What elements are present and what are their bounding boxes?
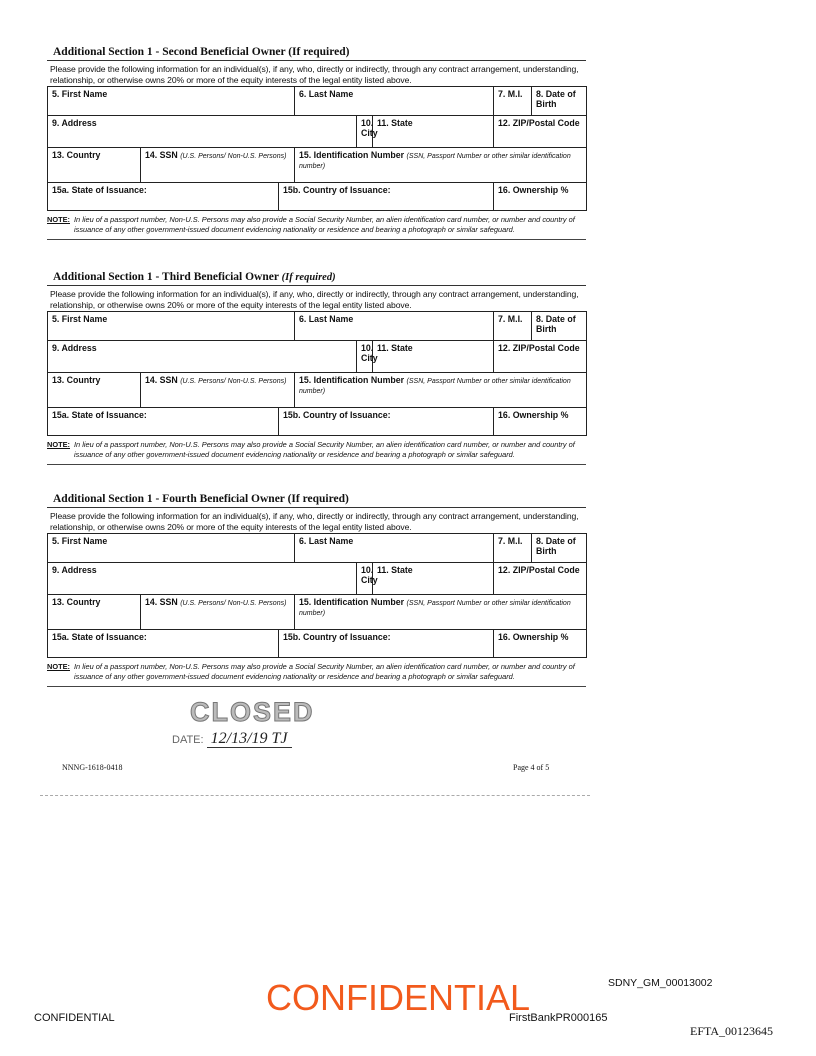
field-label: 13. Country bbox=[52, 375, 101, 385]
field-state-of-issuance[interactable] bbox=[48, 408, 279, 436]
field-label: 5. First Name bbox=[52, 536, 108, 546]
field-city[interactable] bbox=[357, 116, 378, 148]
field-label: 15a. State of Issuance: bbox=[52, 632, 147, 642]
field-label: 11. State bbox=[377, 343, 413, 353]
field-note: (SSN, Passport Number or other similar identification number) bbox=[299, 600, 571, 617]
field-ownership[interactable] bbox=[494, 183, 587, 211]
field-label: 14. SSN bbox=[145, 375, 178, 385]
field-zip[interactable] bbox=[494, 116, 587, 148]
beneficial-owner-section bbox=[47, 271, 586, 465]
field-ownership[interactable] bbox=[494, 408, 587, 436]
section-title: Additional Section 1 - Third Beneficial Owner (If required) bbox=[47, 271, 586, 286]
field-label: 5. First Name bbox=[52, 89, 108, 99]
field-address[interactable] bbox=[48, 116, 357, 148]
field-country-of-issuance[interactable] bbox=[279, 630, 494, 658]
field-label: 15b. Country of Issuance: bbox=[283, 410, 391, 420]
field-label: 16. Ownership % bbox=[498, 410, 569, 420]
field-country-of-issuance[interactable] bbox=[279, 183, 494, 211]
field-label: 11. State bbox=[377, 565, 413, 575]
field-label: 5. First Name bbox=[52, 314, 108, 324]
closed-stamp bbox=[172, 697, 315, 748]
field-note: (U.S. Persons/ Non-U.S. Persons) bbox=[180, 153, 287, 160]
field-ssn[interactable] bbox=[141, 595, 295, 630]
field-country[interactable] bbox=[48, 148, 141, 183]
field-label: 7. M.I. bbox=[498, 314, 523, 324]
field-label: 15a. State of Issuance: bbox=[52, 185, 147, 195]
field-state[interactable] bbox=[373, 341, 494, 373]
field-label: 9. Address bbox=[52, 118, 97, 128]
field-label: 10. City bbox=[361, 565, 378, 585]
form-id: NNNG-1618-0418 bbox=[62, 763, 123, 772]
section-intro: Please provide the following information for an individual(s), if any, who, directly or indirectly, through any contract arrangement, understanding, relationship, or otherwise owns 20% or more of the equity interests of the legal entity listed above. bbox=[50, 64, 579, 85]
field-country[interactable] bbox=[48, 595, 141, 630]
field-last-name[interactable] bbox=[295, 87, 494, 116]
field-label: 15. Identification Number bbox=[299, 375, 405, 385]
section-intro: Please provide the following information for an individual(s), if any, who, directly or indirectly, through any contract arrangement, understanding, relationship, or otherwise owns 20% or more of the equity interests of the legal entity listed above. bbox=[50, 511, 579, 532]
field-last-name[interactable] bbox=[295, 312, 494, 341]
field-note: (U.S. Persons/ Non-U.S. Persons) bbox=[180, 600, 287, 607]
field-label: 16. Ownership % bbox=[498, 632, 569, 642]
section-title: Additional Section 1 - Fourth Beneficial Owner (If required) bbox=[47, 493, 586, 508]
field-label: 6. Last Name bbox=[299, 536, 354, 546]
field-label: 13. Country bbox=[52, 597, 101, 607]
field-note: (SSN, Passport Number or other similar identification number) bbox=[299, 153, 571, 170]
field-address[interactable] bbox=[48, 341, 357, 373]
field-city[interactable] bbox=[357, 563, 378, 595]
field-label: 8. Date of Birth bbox=[536, 89, 576, 109]
field-label: 16. Ownership % bbox=[498, 185, 569, 195]
beneficial-owner-section bbox=[47, 46, 586, 240]
field-mi[interactable] bbox=[494, 534, 532, 563]
field-ssn[interactable] bbox=[141, 373, 295, 408]
divider bbox=[47, 464, 586, 465]
field-first-name[interactable] bbox=[48, 312, 295, 341]
field-id-number[interactable] bbox=[295, 595, 587, 630]
field-country-of-issuance[interactable] bbox=[279, 408, 494, 436]
field-label: 10. City bbox=[361, 118, 378, 138]
field-label: 8. Date of Birth bbox=[536, 314, 576, 334]
field-id-number[interactable] bbox=[295, 373, 587, 408]
field-state-of-issuance[interactable] bbox=[48, 183, 279, 211]
field-label: 6. Last Name bbox=[299, 89, 354, 99]
owner-form-table bbox=[47, 86, 587, 211]
field-label: 14. SSN bbox=[145, 597, 178, 607]
field-first-name[interactable] bbox=[48, 87, 295, 116]
section-title: Additional Section 1 - Second Beneficial Owner (If required) bbox=[47, 46, 586, 61]
section-note: NOTE: In lieu of a passport number, Non-U.S. Persons may also provide a Social Security Number, an alien identification card number, or number and country of issuance of any other government-issued document evidencing nationality or residence and bearing a photograph or similar safeguard. bbox=[47, 215, 575, 234]
field-label: 6. Last Name bbox=[299, 314, 354, 324]
field-label: 14. SSN bbox=[145, 150, 178, 160]
field-label: 12. ZIP/Postal Code bbox=[498, 118, 580, 128]
field-label: 15. Identification Number bbox=[299, 150, 405, 160]
field-mi[interactable] bbox=[494, 87, 532, 116]
owner-form-table bbox=[47, 311, 587, 436]
field-zip[interactable] bbox=[494, 563, 587, 595]
field-dob[interactable] bbox=[532, 87, 587, 116]
divider bbox=[40, 795, 590, 796]
field-label: 13. Country bbox=[52, 150, 101, 160]
field-label: 8. Date of Birth bbox=[536, 536, 576, 556]
field-note: (SSN, Passport Number or other similar identification number) bbox=[299, 378, 571, 395]
field-note: (U.S. Persons/ Non-U.S. Persons) bbox=[180, 378, 287, 385]
section-note: NOTE: In lieu of a passport number, Non-U.S. Persons may also provide a Social Security Number, an alien identification card number, or number and country of issuance of any other government-issued document evidencing nationality or residence and bearing a photograph or similar safeguard. bbox=[47, 662, 575, 681]
stamp-status: CLOSED bbox=[190, 697, 315, 727]
stamp-date-value: 12/13/19 TJ bbox=[207, 730, 292, 748]
owner-form-table bbox=[47, 533, 587, 658]
field-address[interactable] bbox=[48, 563, 357, 595]
field-last-name[interactable] bbox=[295, 534, 494, 563]
field-zip[interactable] bbox=[494, 341, 587, 373]
field-label: 11. State bbox=[377, 118, 413, 128]
stamp-date-label: DATE: bbox=[172, 734, 204, 746]
field-label: 9. Address bbox=[52, 565, 97, 575]
efta-number: EFTA_00123645 bbox=[690, 1024, 774, 1038]
divider bbox=[47, 239, 586, 240]
field-ownership[interactable] bbox=[494, 630, 587, 658]
field-state-of-issuance[interactable] bbox=[48, 630, 279, 658]
field-label: 15. Identification Number bbox=[299, 597, 405, 607]
field-mi[interactable] bbox=[494, 312, 532, 341]
field-ssn[interactable] bbox=[141, 148, 295, 183]
confidential-watermark: CONFIDENTIAL bbox=[266, 977, 531, 1018]
field-label: 12. ZIP/Postal Code bbox=[498, 565, 580, 575]
field-dob[interactable] bbox=[532, 312, 587, 341]
field-state[interactable] bbox=[373, 116, 494, 148]
field-label: 10. City bbox=[361, 343, 378, 363]
confidential-label: CONFIDENTIAL bbox=[34, 1012, 115, 1024]
field-country[interactable] bbox=[48, 373, 141, 408]
bates-sdny: SDNY_GM_00013002 bbox=[608, 977, 713, 989]
section-note: NOTE: In lieu of a passport number, Non-U.S. Persons may also provide a Social Security Number, an alien identification card number, or number and country of issuance of any other government-issued document evidencing nationality or residence and bearing a photograph or similar safeguard. bbox=[47, 440, 575, 459]
field-state[interactable] bbox=[373, 563, 494, 595]
page-number: Page 4 of 5 bbox=[513, 763, 550, 772]
beneficial-owner-section bbox=[47, 493, 586, 687]
field-id-number[interactable] bbox=[295, 148, 587, 183]
field-label: 9. Address bbox=[52, 343, 97, 353]
section-intro: Please provide the following information for an individual(s), if any, who, directly or indirectly, through any contract arrangement, understanding, relationship, or otherwise owns 20% or more of the equity interests of the legal entity listed above. bbox=[50, 289, 579, 310]
field-label: 15a. State of Issuance: bbox=[52, 410, 147, 420]
bates-firstbank: FirstBankPR000165 bbox=[509, 1012, 608, 1024]
field-label: 7. M.I. bbox=[498, 536, 523, 546]
field-label: 7. M.I. bbox=[498, 89, 523, 99]
field-dob[interactable] bbox=[532, 534, 587, 563]
field-label: 15b. Country of Issuance: bbox=[283, 632, 391, 642]
field-first-name[interactable] bbox=[48, 534, 295, 563]
divider bbox=[47, 686, 586, 687]
field-label: 15b. Country of Issuance: bbox=[283, 185, 391, 195]
field-city[interactable] bbox=[357, 341, 378, 373]
field-label: 12. ZIP/Postal Code bbox=[498, 343, 580, 353]
